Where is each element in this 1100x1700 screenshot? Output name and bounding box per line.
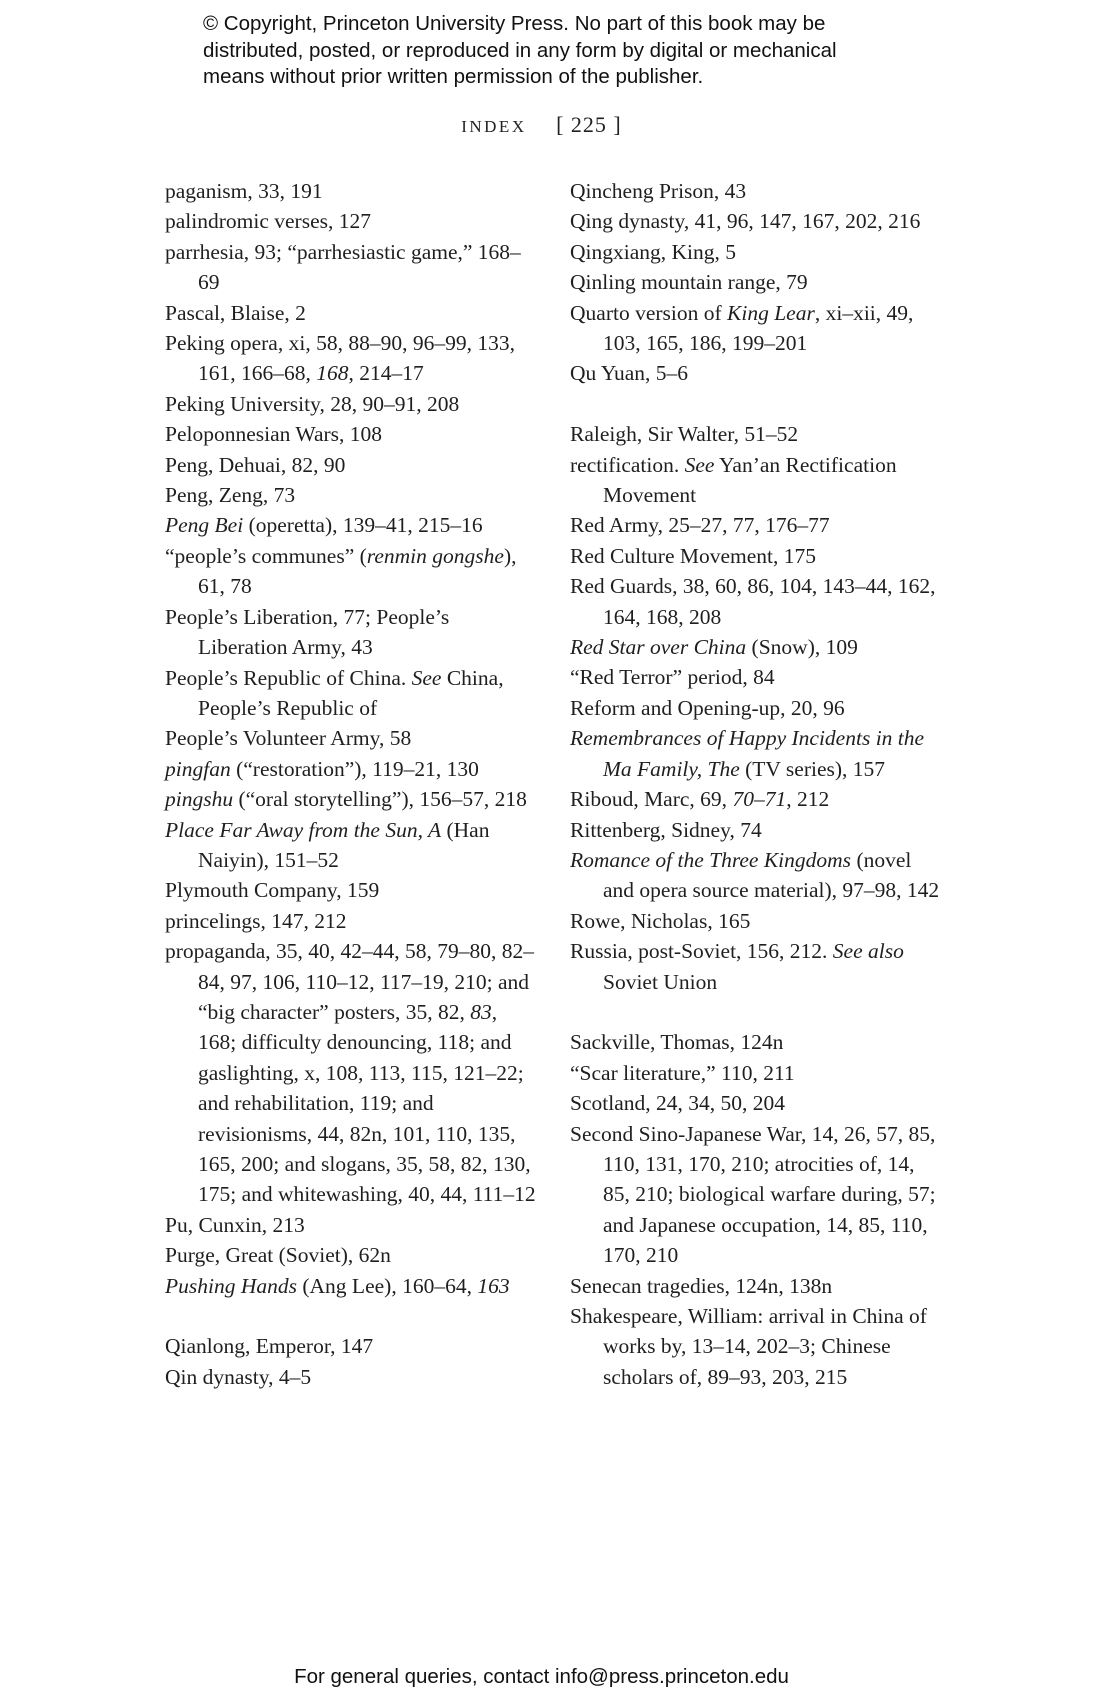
index-entry: Place Far Away from the Sun, A (Han Naiyin), 151–52	[165, 817, 490, 872]
index-entry: Qingxiang, King, 5	[570, 239, 737, 264]
index-entry: Second Sino-Japanese War, 14, 26, 57, 85, 110, 131, 170, 210; atrocities of, 14, 85, 210; biological warfare during, 57; and Japanese occupation, 14, 85, 110, 170, 210	[570, 1121, 936, 1268]
index-entry: Rowe, Nicholas, 165	[570, 908, 751, 933]
index-entry: Remembrances of Happy Incidents in the Ma Family, The (TV series), 157	[570, 726, 925, 781]
index-column-left	[165, 176, 537, 1392]
copyright-line-3: means without prior written permission of the publisher.	[203, 65, 704, 88]
index-entry: People’s Volunteer Army, 58	[165, 726, 412, 751]
index-entry: Qinling mountain range, 79	[570, 270, 808, 295]
index-entry: Russia, post-Soviet, 156, 212. See also Soviet Union	[570, 939, 904, 994]
index-entry: Reform and Opening-up, 20, 96	[570, 695, 845, 720]
index-entry: Riboud, Marc, 69, 70–71, 212	[570, 787, 830, 812]
index-entry: Peng, Dehuai, 82, 90	[165, 452, 346, 477]
index-entry: Raleigh, Sir Walter, 51–52	[570, 422, 799, 447]
copyright-notice	[203, 11, 963, 91]
letter-group-gap	[570, 997, 942, 1027]
index-entry: Red Army, 25–27, 77, 176–77	[570, 513, 830, 538]
page-number: [ 225 ]	[556, 112, 622, 137]
index-entry: Pushing Hands (Ang Lee), 160–64, 163	[165, 1273, 510, 1298]
index-entry: People’s Liberation, 77; People’s Liberation Army, 43	[165, 604, 450, 660]
index-entry: Red Guards, 38, 60, 86, 104, 143–44, 162, 164, 168, 208	[570, 574, 936, 629]
index-entry: Pu, Cunxin, 213	[165, 1212, 305, 1237]
letter-group-gap	[570, 389, 942, 419]
index-entry: Scotland, 24, 34, 50, 204	[570, 1091, 785, 1116]
index-entry: palindromic verses, 127	[165, 209, 371, 234]
index-entry: rectification. See Yan’an Rectification Movement	[570, 452, 897, 508]
copyright-line-2: distributed, posted, or reproduced in any form by digital or mechanical	[203, 38, 837, 62]
index-entry: Senecan tragedies, 124n, 138n	[570, 1273, 833, 1298]
index-entry: Peloponnesian Wars, 108	[165, 422, 383, 447]
index-entry: pingfan (“restoration”), 119–21, 130	[165, 756, 479, 781]
index-entry: Peking opera, xi, 58, 88–90, 96–99, 133, 161, 166–68, 168, 214–17	[165, 331, 515, 386]
index-entry: Qianlong, Emperor, 147	[165, 1334, 374, 1359]
index-entry: Qincheng Prison, 43	[570, 179, 747, 203]
index-entry: Peng, Zeng, 73	[165, 483, 296, 508]
index-entry: pingshu (“oral storytelling”), 156–57, 218	[165, 787, 527, 812]
index-column-right	[570, 176, 942, 1392]
index-entry: Peng Bei (operetta), 139–41, 215–16	[165, 513, 483, 538]
index-entry: Quarto version of King Lear, xi–xii, 49, 103, 165, 186, 199–201	[570, 300, 914, 356]
index-entry: Qu Yuan, 5–6	[570, 361, 689, 386]
index-entry: Qing dynasty, 41, 96, 147, 167, 202, 216	[570, 209, 921, 234]
index-entry: paganism, 33, 191	[165, 179, 323, 203]
index-entry: “people’s communes” (renmin gongshe), 61, 78	[165, 543, 517, 599]
footer-contact: For general queries, contact info@press.princeton.edu	[294, 1665, 789, 1688]
index-entry: People’s Republic of China. See China, People’s Republic of	[165, 665, 504, 720]
index-entry: princelings, 147, 212	[165, 908, 347, 933]
index-entry: Red Star over China (Snow), 109	[570, 635, 858, 660]
index-entry: “Scar literature,” 110, 211	[570, 1060, 795, 1085]
index-entry: propaganda, 35, 40, 42–44, 58, 79–80, 82–84, 97, 106, 110–12, 117–19, 210; and “big character” posters, 35, 82, 83, 168; difficulty denouncing, 118; and gaslighting, x, 108, 113, 115, 121–22; and rehabilitation, 119; and revisionisms, 44, 82n, 101, 110, 135, 165, 200; and slogans, 35, 58, 82, 130, 175; and whitewashing, 40, 44, 111–12	[165, 939, 536, 1207]
index-entry: Purge, Great (Soviet), 62n	[165, 1243, 391, 1268]
index-entry: Peking University, 28, 90–91, 208	[165, 391, 460, 416]
index-entry: Plymouth Company, 159	[165, 878, 380, 903]
index-entry: Red Culture Movement, 175	[570, 543, 817, 568]
index-entry: Sackville, Thomas, 124n	[570, 1030, 784, 1055]
running-head-title: index	[461, 112, 527, 138]
index-entry: Romance of the Three Kingdoms (novel and opera source material), 97–98, 142	[570, 847, 940, 903]
index-entry: Pascal, Blaise, 2	[165, 300, 306, 325]
running-head	[0, 112, 1083, 139]
index-entry: Rittenberg, Sidney, 74	[570, 817, 762, 842]
letter-group-gap	[165, 1301, 537, 1331]
index-entry: “Red Terror” period, 84	[570, 665, 775, 690]
index-entry: Shakespeare, William: arrival in China of works by, 13–14, 202–3; Chinese scholars of, 89–93, 203, 215	[570, 1304, 927, 1389]
copyright-line-1: © Copyright, Princeton University Press. No part of this book may be	[203, 12, 826, 35]
index-entry: Qin dynasty, 4–5	[165, 1364, 312, 1389]
index-entry: parrhesia, 93; “parrhesiastic game,” 168–69	[165, 239, 521, 295]
